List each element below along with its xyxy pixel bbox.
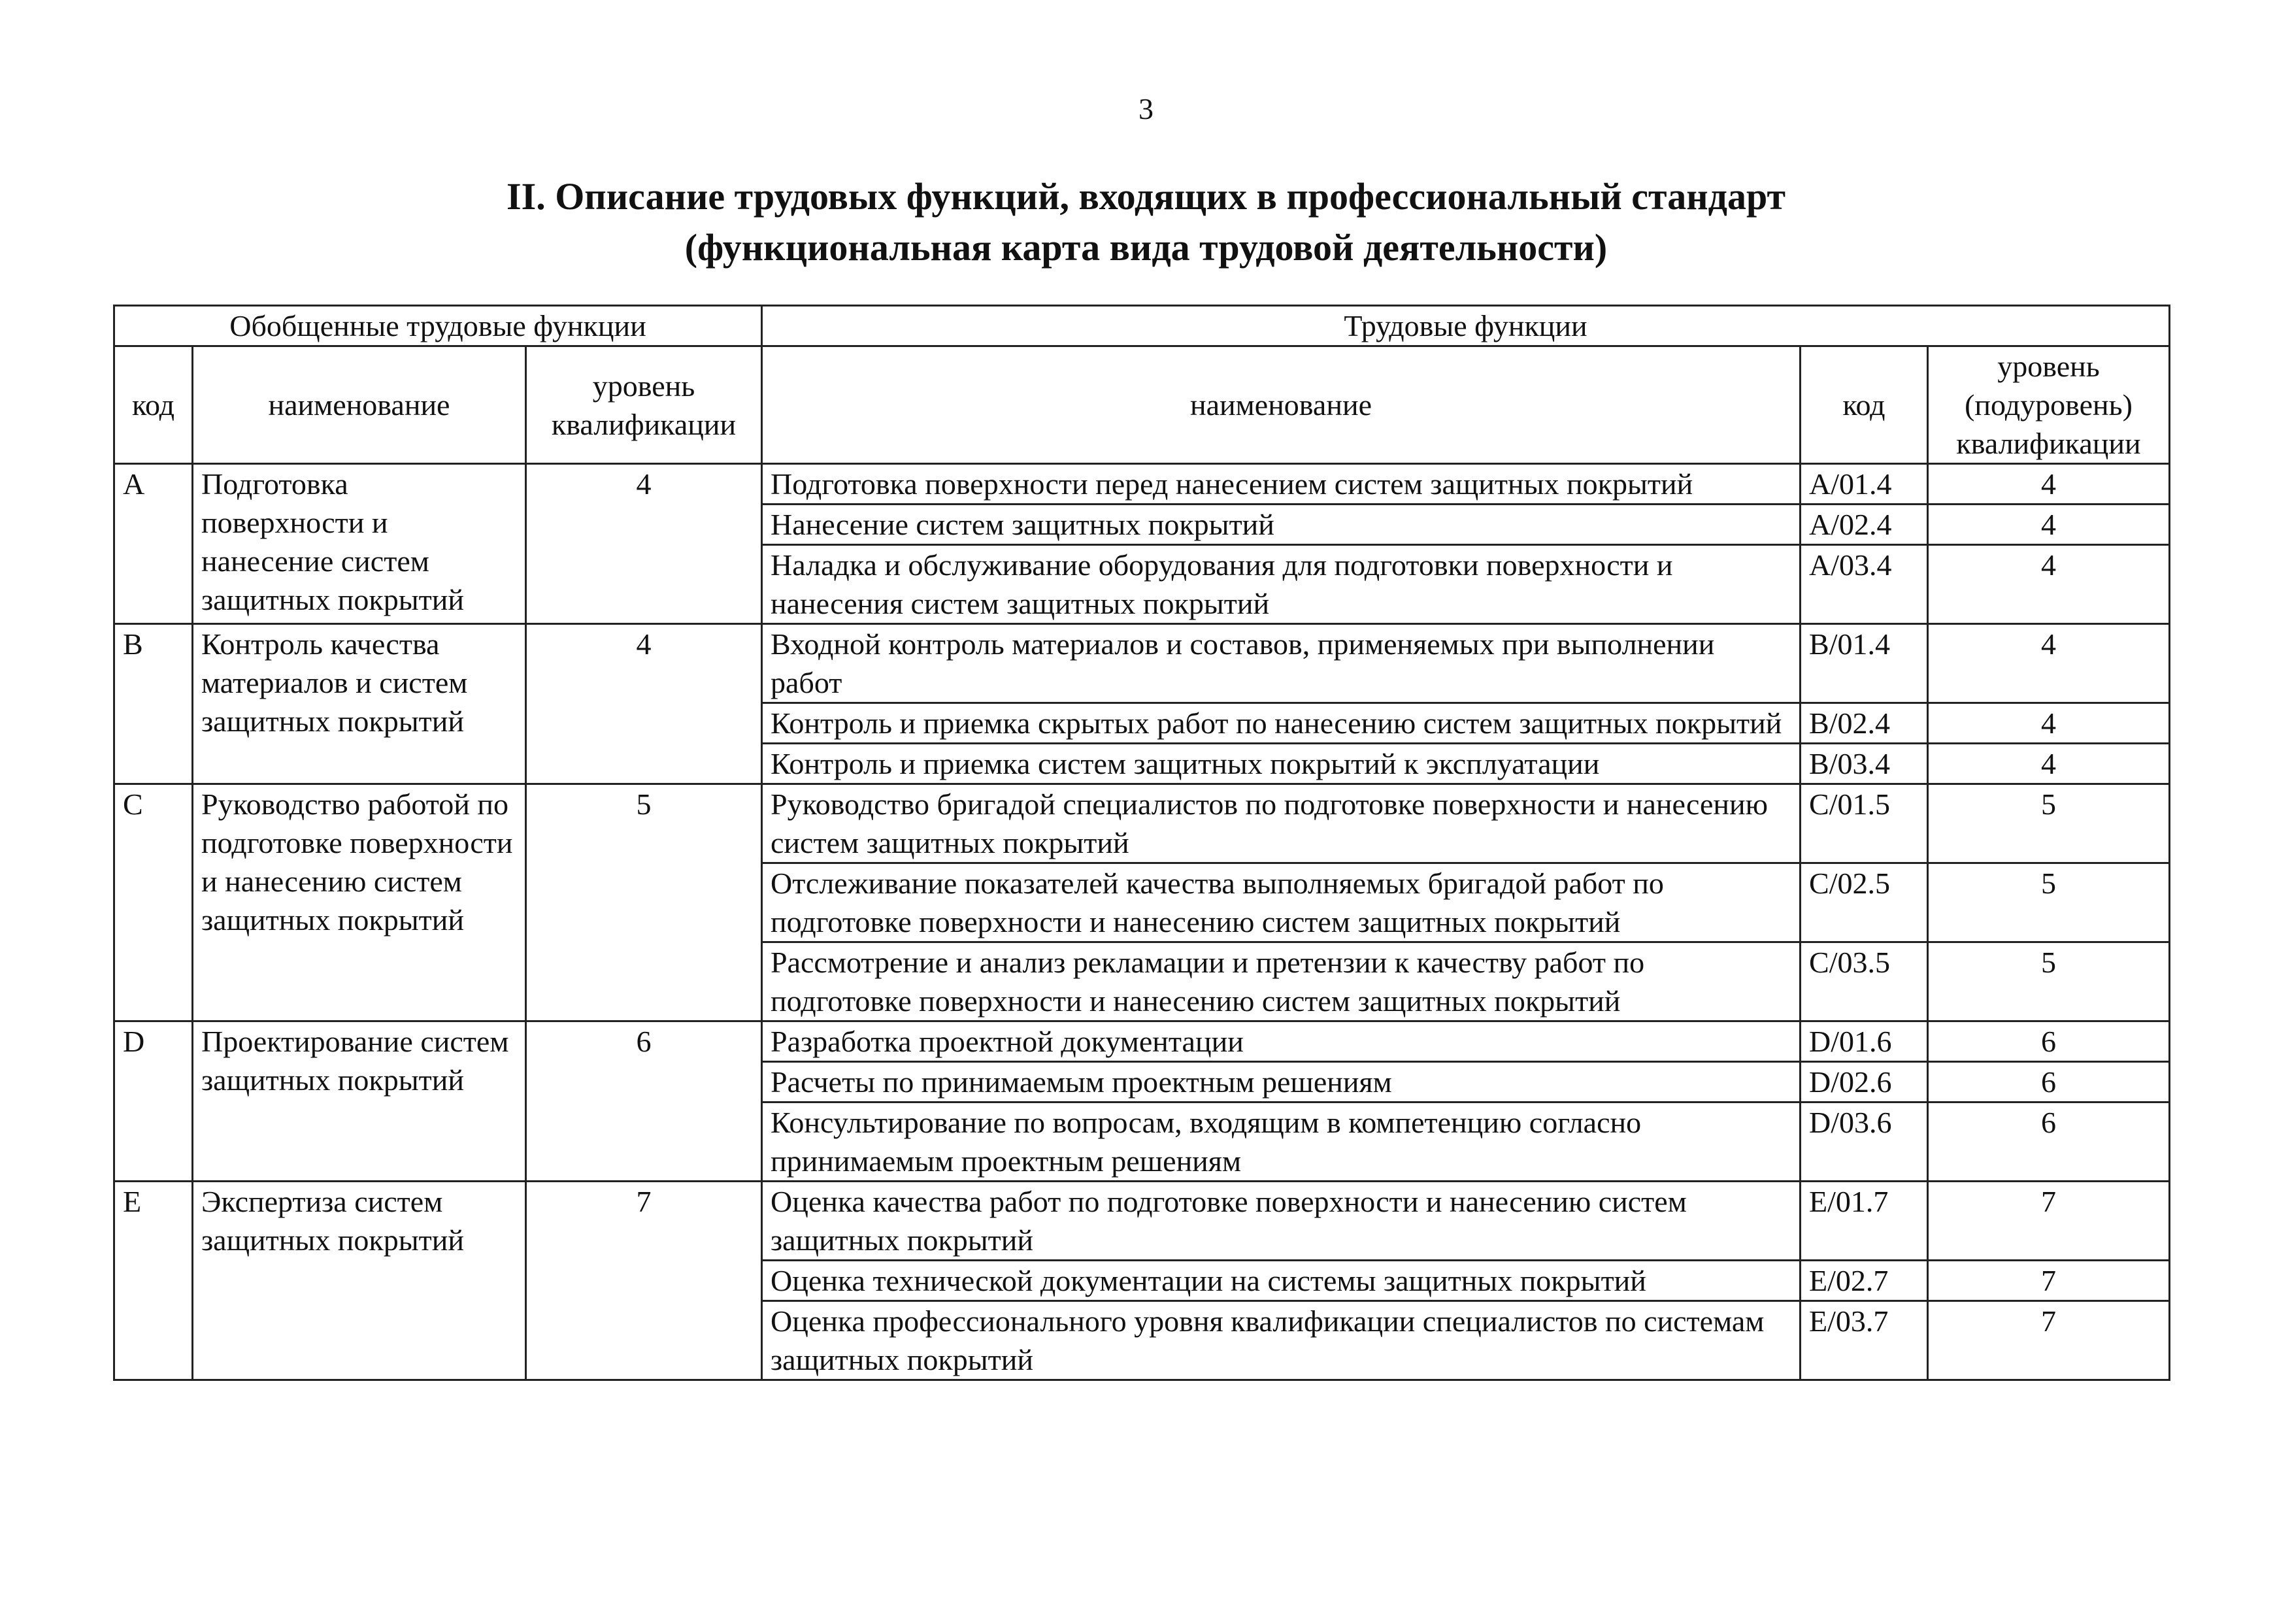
function-level: 4 (1928, 464, 2170, 505)
table-row (114, 464, 2170, 505)
function-code: D/01.6 (1801, 1021, 1928, 1062)
function-code: E/01.7 (1801, 1182, 1928, 1261)
function-level: 5 (1928, 863, 2170, 942)
function-level: 6 (1928, 1062, 2170, 1102)
group-name: Руководство работой по подготовке поверхности и нанесению систем защитных покрытий (193, 784, 526, 1021)
function-name: Расчеты по принимаемым проектным решениям (762, 1062, 1801, 1102)
function-name: Консультирование по вопросам, входящим в компетенцию согласно принимаемым проектным решениям (762, 1102, 1801, 1182)
group-name: Подготовка поверхности и нанесение систем защитных покрытий (193, 464, 526, 624)
group-level: 7 (526, 1182, 762, 1380)
function-level: 5 (1928, 784, 2170, 863)
header-tf-code: код (1801, 346, 1928, 464)
function-level: 4 (1928, 624, 2170, 703)
table-row (114, 1021, 2170, 1062)
function-name: Контроль и приемка систем защитных покрытий к эксплуатации (762, 744, 1801, 784)
function-code: E/02.7 (1801, 1261, 1928, 1301)
group-code: C (114, 784, 193, 1021)
table-row (114, 1182, 2170, 1261)
function-level: 4 (1928, 505, 2170, 545)
header-row-columns (114, 346, 2170, 464)
group-name: Контроль качества материалов и систем защитных покрытий (193, 624, 526, 784)
group-level: 5 (526, 784, 762, 1021)
function-name: Наладка и обслуживание оборудования для подготовки поверхности и нанесения систем защитных покрытий (762, 545, 1801, 624)
table-row (114, 624, 2170, 703)
functional-map-table (113, 305, 2170, 1381)
title-line-2: (функциональная карта вида трудовой деятельности) (684, 226, 1608, 269)
function-level: 6 (1928, 1102, 2170, 1182)
title-line-1: II. Описание трудовых функций, входящих в профессиональный стандарт (507, 175, 1785, 218)
header-row-groups (114, 306, 2170, 346)
function-name: Оценка технической документации на системы защитных покрытий (762, 1261, 1801, 1301)
group-level: 6 (526, 1021, 762, 1182)
header-name: наименование (193, 346, 526, 464)
header-tf-level: уровень (подуровень) квалификации (1928, 346, 2170, 464)
function-name: Разработка проектной документации (762, 1021, 1801, 1062)
function-name: Отслеживание показателей качества выполняемых бригадой работ по подготовке поверхности и нанесению систем защитных покрытий (762, 863, 1801, 942)
group-name: Проектирование систем защитных покрытий (193, 1021, 526, 1182)
function-level: 5 (1928, 942, 2170, 1021)
group-code: E (114, 1182, 193, 1380)
header-tf-name: наименование (762, 346, 1801, 464)
page-number: 3 (1138, 92, 1154, 125)
function-code: B/02.4 (1801, 703, 1928, 744)
group-name: Экспертиза систем защитных покрытий (193, 1182, 526, 1380)
group-level: 4 (526, 624, 762, 784)
group-code: B (114, 624, 193, 784)
header-qual-level: уровень квалификации (526, 346, 762, 464)
header-code: код (114, 346, 193, 464)
group-code: D (114, 1021, 193, 1182)
function-code: C/02.5 (1801, 863, 1928, 942)
function-level: 4 (1928, 545, 2170, 624)
function-code: A/01.4 (1801, 464, 1928, 505)
function-code: B/03.4 (1801, 744, 1928, 784)
group-level: 4 (526, 464, 762, 624)
table-row (114, 784, 2170, 863)
function-name: Руководство бригадой специалистов по подготовке поверхности и нанесению систем защитных покрытий (762, 784, 1801, 863)
function-code: A/03.4 (1801, 545, 1928, 624)
header-labor-functions: Трудовые функции (762, 306, 2170, 346)
function-name: Рассмотрение и анализ рекламации и претензии к качеству работ по подготовке поверхности и нанесению систем защитных покрытий (762, 942, 1801, 1021)
function-level: 7 (1928, 1301, 2170, 1380)
function-level: 4 (1928, 703, 2170, 744)
function-code: D/02.6 (1801, 1062, 1928, 1102)
function-code: B/01.4 (1801, 624, 1928, 703)
function-code: A/02.4 (1801, 505, 1928, 545)
function-name: Подготовка поверхности перед нанесением систем защитных покрытий (762, 464, 1801, 505)
header-generalized-functions: Обобщенные трудовые функции (114, 306, 762, 346)
function-name: Входной контроль материалов и составов, применяемых при выполнении работ (762, 624, 1801, 703)
function-code: C/01.5 (1801, 784, 1928, 863)
function-name: Нанесение систем защитных покрытий (762, 505, 1801, 545)
function-level: 4 (1928, 744, 2170, 784)
function-code: E/03.7 (1801, 1301, 1928, 1380)
function-level: 7 (1928, 1261, 2170, 1301)
function-name: Контроль и приемка скрытых работ по нанесению систем защитных покрытий (762, 703, 1801, 744)
function-code: D/03.6 (1801, 1102, 1928, 1182)
function-level: 6 (1928, 1021, 2170, 1062)
page-title (0, 171, 2292, 273)
function-name: Оценка профессионального уровня квалификации специалистов по системам защитных покрытий (762, 1301, 1801, 1380)
function-level: 7 (1928, 1182, 2170, 1261)
group-code: A (114, 464, 193, 624)
function-code: C/03.5 (1801, 942, 1928, 1021)
function-name: Оценка качества работ по подготовке поверхности и нанесению систем защитных покрытий (762, 1182, 1801, 1261)
